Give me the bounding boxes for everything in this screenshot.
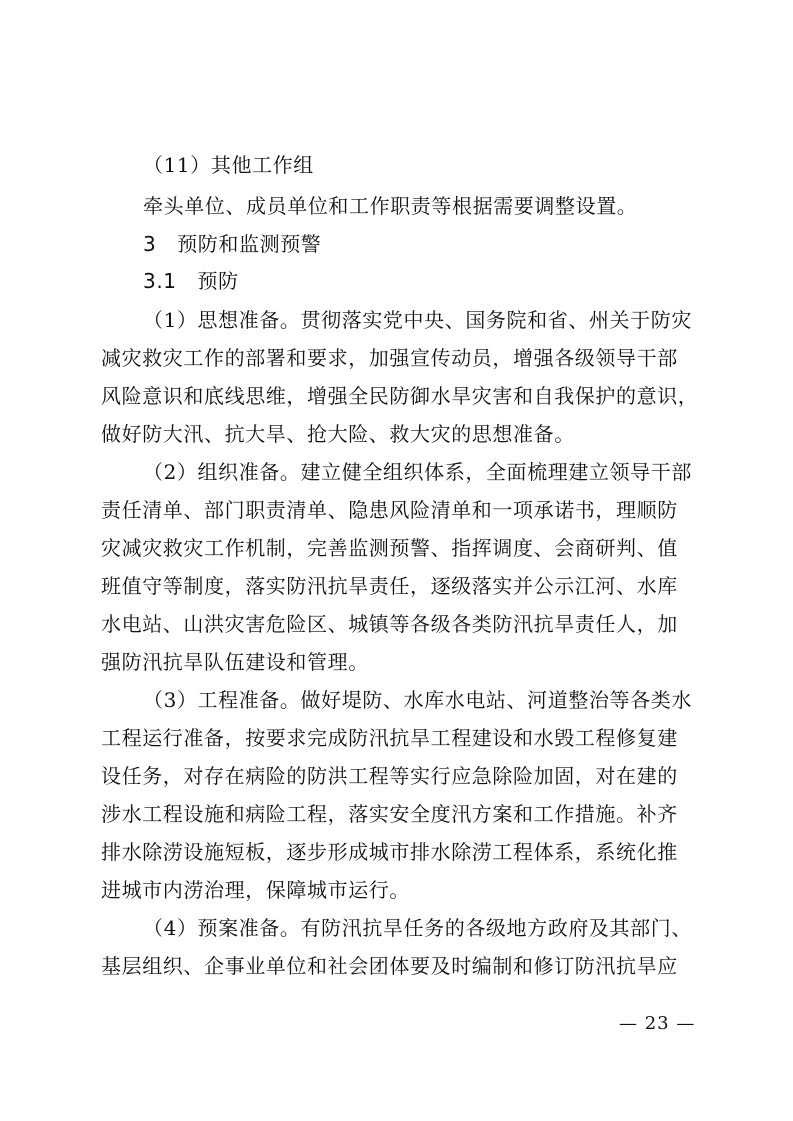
paragraph-line: 班值守等制度，落实防汛抗旱责任，逐级落实并公示江河、水库 (101, 574, 678, 598)
section-heading-prevention: 3.1 预防 (143, 269, 239, 293)
paragraph-line: 灾减灾救灾工作机制，完善监测预警、指挥调度、会商研判、值 (101, 536, 678, 560)
section-heading-prevention-monitoring: 3 预防和监测预警 (143, 232, 322, 256)
paragraph-line: （3）工程准备。做好堤防、水库水电站、河道整治等各类水 (143, 688, 692, 712)
paragraph-line: 工程运行准备，按要求完成防汛抗旱工程建设和水毁工程修复建 (101, 726, 678, 750)
page-number: — 23 — (619, 1013, 696, 1034)
paragraph-line: 基层组织、企事业单位和社会团体要及时编制和修订防汛抗旱应 (101, 954, 678, 978)
paragraph-line: 风险意识和底线思维，增强全民防御水旱灾害和自我保护的意识， (101, 384, 699, 408)
paragraph-line: 涉水工程设施和病险工程，落实安全度汛方案和工作措施。补齐 (101, 802, 678, 826)
paragraph-line: 责任清单、部门职责清单、隐患风险清单和一项承诺书，理顺防 (101, 498, 678, 522)
paragraph-line: 做好防大汛、抗大旱、抢大险、救大灾的思想准备。 (101, 422, 575, 446)
paragraph-line: （1）思想准备。贯彻落实党中央、国务院和省、州关于防灾 (143, 308, 692, 332)
paragraph-line: 进城市内涝治理，保障城市运行。 (101, 878, 410, 902)
paragraph-line: 排水除涝设施短板，逐步形成城市排水除涝工程体系，系统化推 (101, 840, 678, 864)
paragraph-line: 水电站、山洪灾害危险区、城镇等各级各类防汛抗旱责任人，加 (101, 612, 678, 636)
paragraph-line: 牵头单位、成员单位和工作职责等根据需要调整设置。 (143, 194, 638, 218)
paragraph-line: 强防汛抗旱队伍建设和管理。 (101, 650, 369, 674)
subsection-heading-other-workgroup: （11）其他工作组 (143, 153, 314, 177)
paragraph-line: 设任务，对存在病险的防洪工程等实行应急除险加固，对在建的 (101, 764, 678, 788)
paragraph-line: （2）组织准备。建立健全组织体系，全面梳理建立领导干部 (143, 460, 692, 484)
paragraph-line: 减灾救灾工作的部署和要求，加强宣传动员，增强各级领导干部 (101, 346, 678, 370)
paragraph-line: （4）预案准备。有防汛抗旱任务的各级地方政府及其部门、 (143, 916, 692, 940)
